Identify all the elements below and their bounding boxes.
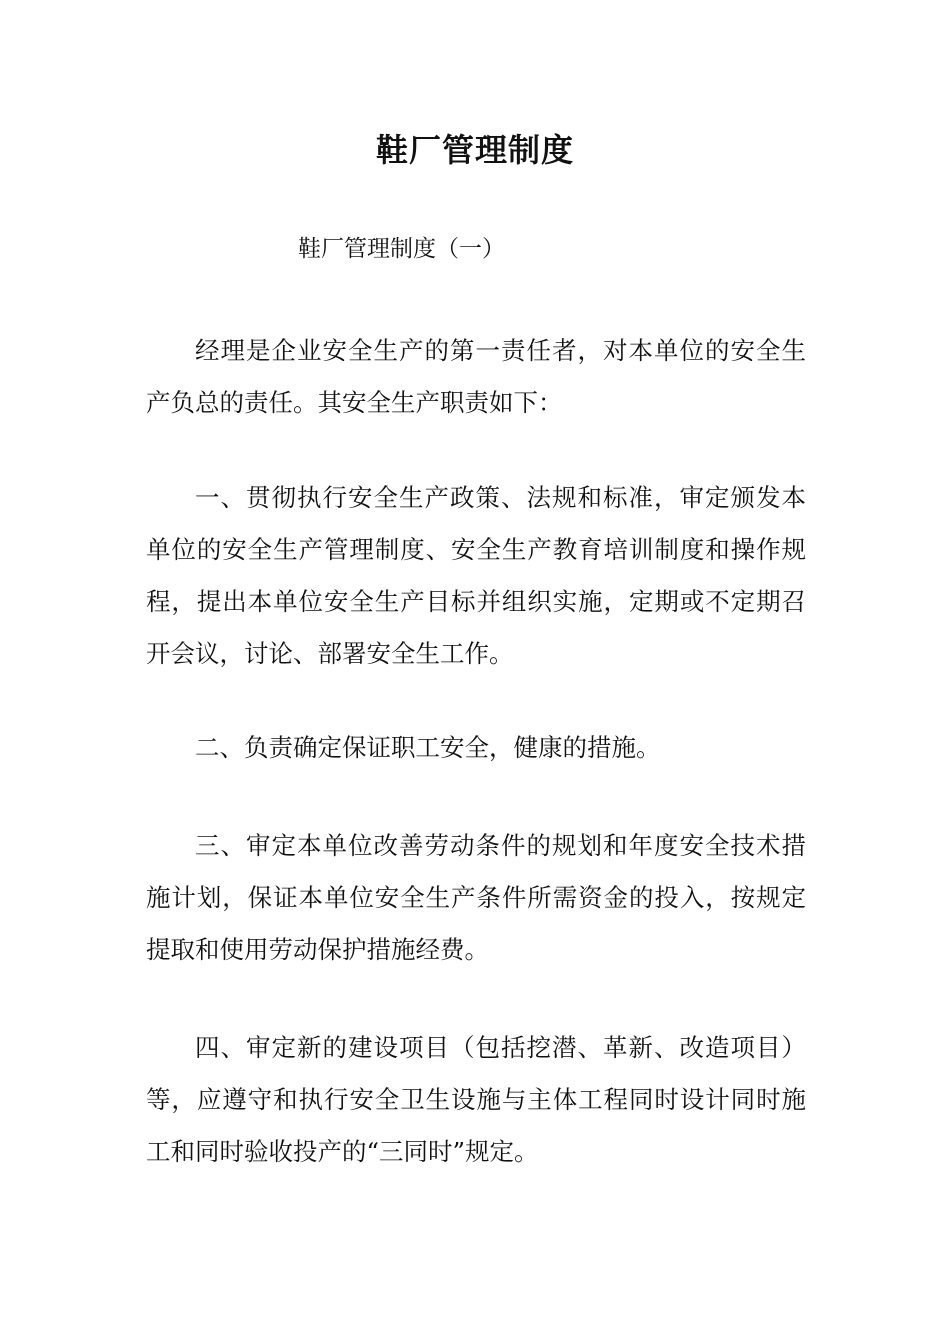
paragraph-item-4: 四、审定新的建设项目（包括挖潜、革新、改造项目）等，应遵守和执行安全卫生设施与主体工程同时设计同时施工和同时验收投产的“三同时”规定。 [146,1033,806,1166]
document-subtitle: 鞋厂管理制度（一） [298,236,505,262]
paragraph-item-2: 二、负责确定保证职工安全，健康的措施。 [195,733,661,762]
paragraph-item-1: 一、贯彻执行安全生产政策、法规和标准，审定颁发本单位的安全生产管理制度、安全生产教育培训制度和操作规程，提出本单位安全生产目标并组织实施，定期或不定期召开会议，讨论、部署安全生工作。 [146,483,806,668]
paragraph-intro: 经理是企业安全生产的第一责任者，对本单位的安全生产负总的责任。其安全生产职责如下： [146,336,806,417]
paragraph-item-3: 三、审定本单位改善劳动条件的规划和年度安全技术措施计划，保证本单位安全生产条件所需资金的投入，按规定提取和使用劳动保护措施经费。 [146,831,806,964]
document-title: 鞋厂管理制度 [375,131,574,169]
